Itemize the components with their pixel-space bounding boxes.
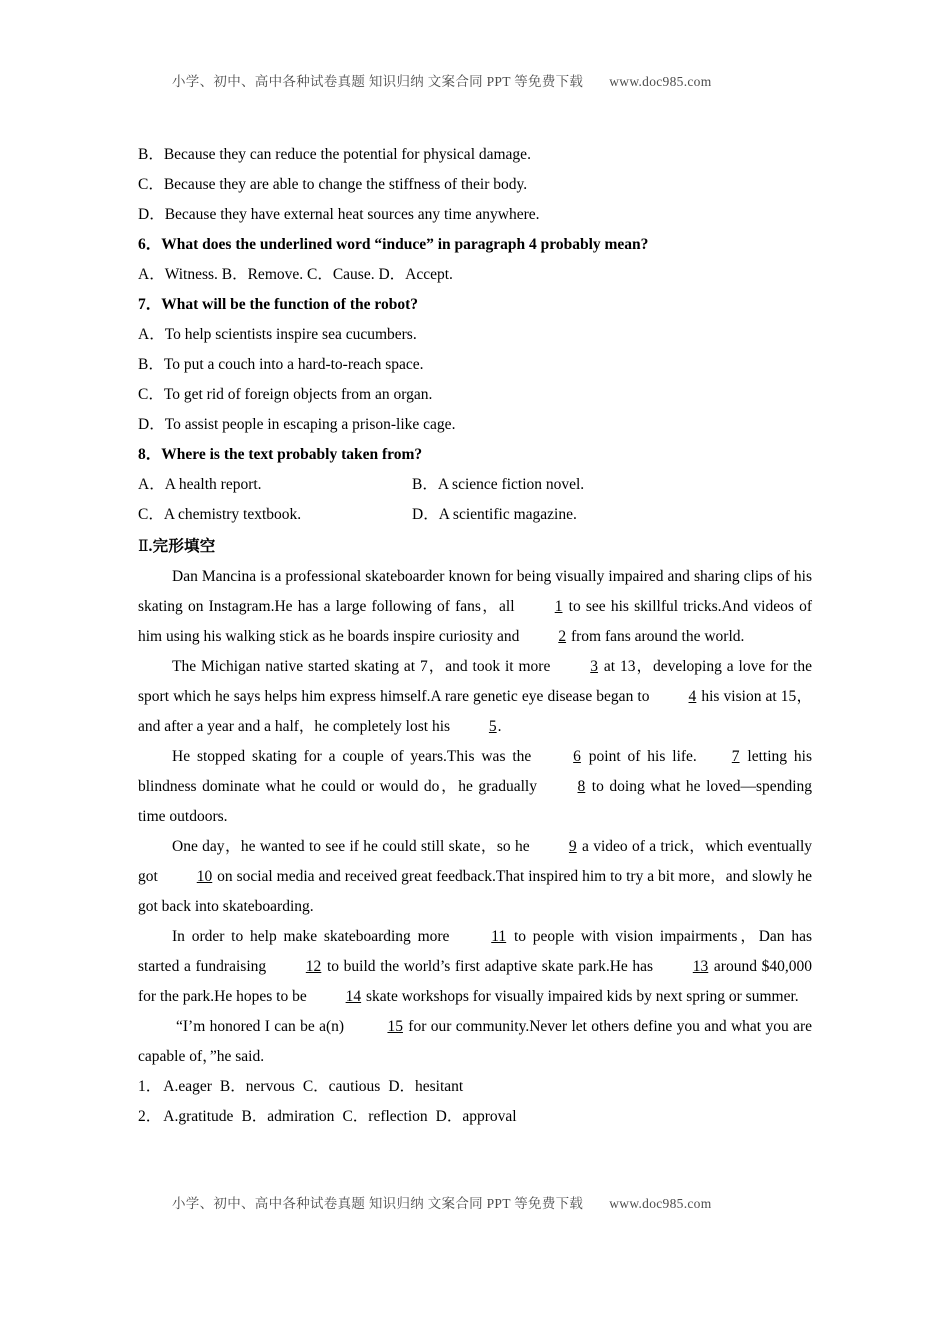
cloze-blank-13: 13 bbox=[692, 958, 709, 975]
page-header-text: 小学、初中、高中各种试卷真题 知识归纳 文案合同 PPT 等免费下载 bbox=[172, 74, 584, 89]
choice-number: 2． bbox=[138, 1108, 162, 1125]
choice-a: A.eager bbox=[163, 1078, 212, 1095]
page-footer bbox=[172, 1192, 832, 1212]
choice-b: B．admiration bbox=[241, 1108, 335, 1125]
cloze-passage bbox=[138, 562, 812, 1072]
passage-text: to doing what he loved—spending time outdoors. bbox=[138, 778, 812, 825]
option-row bbox=[138, 470, 812, 500]
cloze-paragraph bbox=[138, 922, 812, 1012]
option-row: D．To assist people in escaping a prison-like cage. bbox=[138, 416, 456, 433]
choice-b: B．nervous bbox=[219, 1078, 295, 1095]
passage-text: a video of a trick，which eventually got bbox=[138, 838, 812, 885]
passage-text: . bbox=[497, 718, 502, 735]
option-row: A．To help scientists inspire sea cucumbers. bbox=[138, 326, 417, 343]
option-d: D．A scientific magazine. bbox=[412, 506, 577, 523]
choice-c: C．cautious bbox=[302, 1078, 381, 1095]
option-row: C．Because they are able to change the stiffness of their body. bbox=[138, 176, 528, 193]
option-row: B．To put a couch into a hard-to-reach space. bbox=[138, 356, 424, 373]
passage-text: at 13，developing a love for the sport which he says helps him express himself.A rare genetic eye disease began to bbox=[138, 658, 812, 705]
cloze-blank-8: 8 bbox=[577, 778, 586, 795]
section-title: .完形填空 bbox=[148, 538, 216, 555]
cloze-paragraph bbox=[138, 1012, 812, 1072]
cloze-blank-14: 14 bbox=[345, 988, 362, 1005]
passage-text: Dan Mancina is a professional skateboarder known for being visually impaired and sharing clips of his skating on Instagram.He has a large following of fans，all bbox=[138, 568, 812, 615]
question-stem-7: 7．What will be the function of the robot? bbox=[138, 296, 419, 313]
passage-text: The Michigan native started skating at 7，and took it more bbox=[172, 658, 556, 675]
passage-text: from fans around the world. bbox=[567, 628, 745, 645]
question-stem-6: 6．What does the underlined word “induce” in paragraph 4 probably mean? bbox=[138, 236, 649, 253]
passage-text: to build the world’s first adaptive skate park.He has bbox=[322, 958, 658, 975]
passage-text: on social media and received great feedback.That inspired him to try a bit more，and slowly he got back into skateboarding. bbox=[138, 868, 812, 915]
option-c: C．A chemistry textbook. bbox=[138, 506, 302, 523]
passage-text: point of his life. bbox=[581, 748, 697, 765]
cloze-blank-2: 2 bbox=[558, 628, 567, 645]
cloze-blank-10: 10 bbox=[196, 868, 213, 885]
choice-line-2 bbox=[138, 1102, 812, 1132]
page-header-url: www.doc985.com bbox=[609, 74, 712, 89]
cloze-paragraph bbox=[138, 652, 812, 742]
passage-text: for our community.Never let others define you and what you are capable of，”he said. bbox=[138, 1018, 812, 1065]
option-row: B．Because they can reduce the potential for physical damage. bbox=[138, 146, 531, 163]
cloze-blank-1: 1 bbox=[554, 598, 563, 615]
cloze-paragraph bbox=[138, 562, 812, 652]
section-heading-cloze bbox=[138, 532, 812, 562]
cloze-blank-11: 11 bbox=[491, 928, 507, 945]
passage-text: to people with vision impairments，Dan has started a fundraising bbox=[138, 928, 813, 975]
passage-text: his vision at 15，and after a year and a half，he completely lost his bbox=[138, 688, 812, 735]
question-stem-8: 8．Where is the text probably taken from? bbox=[138, 446, 423, 463]
passage-text: “I’m honored I can be a(n) bbox=[176, 1018, 349, 1035]
option-row: C．To get rid of foreign objects from an organ. bbox=[138, 386, 433, 403]
choice-d: D．approval bbox=[435, 1108, 517, 1125]
passage-text: letting his blindness dominate what he could or would do，he gradually bbox=[138, 748, 812, 795]
choice-a: A.gratitude bbox=[163, 1108, 234, 1125]
option-b: B．A science fiction novel. bbox=[412, 476, 585, 493]
cloze-blank-7: 7 bbox=[731, 748, 740, 765]
document-body bbox=[138, 140, 812, 1132]
passage-text: In order to help make skateboarding more bbox=[172, 928, 457, 945]
cloze-blank-6: 6 bbox=[573, 748, 581, 765]
choice-c: C．reflection bbox=[342, 1108, 428, 1125]
passage-text: One day，he wanted to see if he could still skate，so he bbox=[172, 838, 534, 855]
passage-text: He stopped skating for a couple of years.This was the bbox=[172, 748, 539, 765]
cloze-blank-15: 15 bbox=[387, 1018, 403, 1035]
cloze-blank-4: 4 bbox=[688, 688, 697, 705]
option-row: D．Because they have external heat sources any time anywhere. bbox=[138, 206, 540, 223]
passage-text: skate workshops for visually impaired kids by next spring or summer. bbox=[362, 988, 799, 1005]
cloze-paragraph bbox=[138, 832, 812, 922]
question-options-6: A．Witness. B．Remove. C．Cause. D．Accept. bbox=[138, 266, 453, 283]
option-row bbox=[138, 500, 812, 530]
page-footer-url: www.doc985.com bbox=[609, 1196, 712, 1211]
cloze-blank-12: 12 bbox=[305, 958, 322, 975]
choice-d: D．hesitant bbox=[388, 1078, 464, 1095]
passage-text: around $40,000 for the park.He hopes to be bbox=[138, 958, 813, 1005]
cloze-blank-3: 3 bbox=[590, 658, 598, 675]
cloze-blank-9: 9 bbox=[568, 838, 577, 855]
choice-line-1 bbox=[138, 1072, 812, 1102]
section-numeral: Ⅱ bbox=[138, 538, 149, 555]
passage-text: to see his skillful tricks.And videos of him using his walking stick as he boards inspire curiosity and bbox=[138, 598, 812, 645]
cloze-blank-5: 5 bbox=[488, 718, 497, 735]
page-header bbox=[172, 70, 832, 90]
cloze-paragraph bbox=[138, 742, 812, 832]
option-a: A．A health report. bbox=[138, 476, 262, 493]
choice-number: 1． bbox=[138, 1078, 162, 1095]
page-footer-text: 小学、初中、高中各种试卷真题 知识归纳 文案合同 PPT 等免费下载 bbox=[172, 1196, 584, 1211]
